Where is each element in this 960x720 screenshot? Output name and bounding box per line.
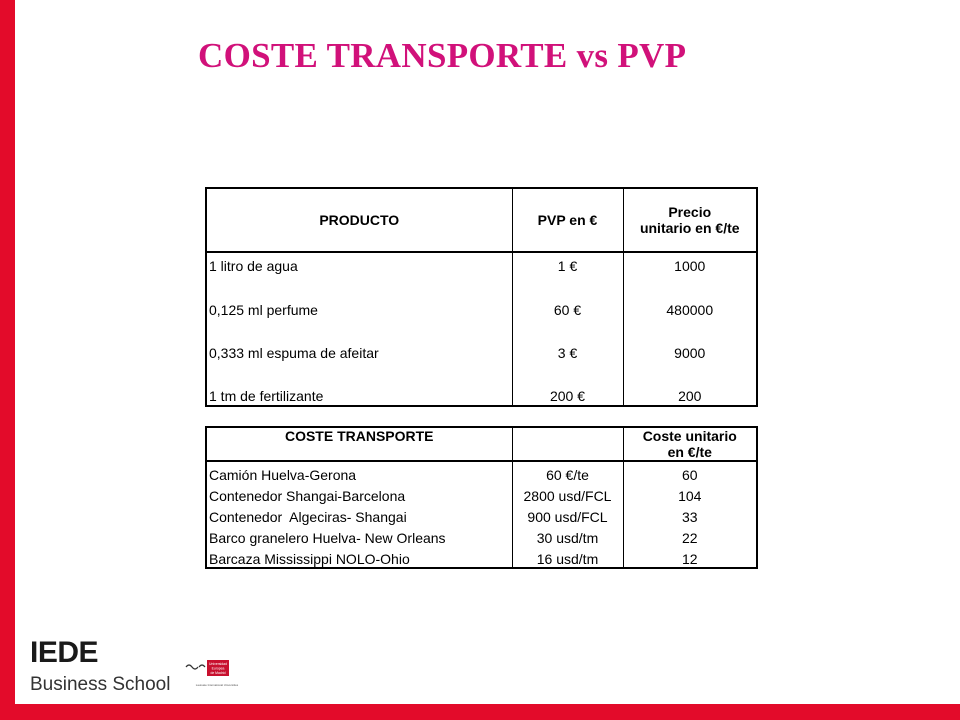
table-row [206, 252, 757, 276]
table-row [206, 525, 757, 546]
cell-unit: 60 [623, 461, 757, 483]
cell-product: 1 litro de agua [206, 252, 512, 276]
cell-product: 0,333 ml espuma de afeitar [206, 319, 512, 362]
table-row [206, 319, 757, 362]
table-row [206, 546, 757, 568]
cell-cost: 30 usd/tm [512, 525, 623, 546]
uem-logo-line2: Europea [211, 666, 225, 671]
cell-cost: 16 usd/tm [512, 546, 623, 568]
slide-title: COSTE TRANSPORTE vs PVP [198, 36, 687, 75]
table-row [206, 461, 757, 483]
products-header-row [206, 188, 757, 252]
transport-table [205, 426, 758, 569]
cell-route: Camión Huelva-Gerona [206, 461, 512, 483]
left-accent-bar [0, 0, 15, 720]
table-row [206, 362, 757, 406]
header-unit-price: Precio unitario en €/te [623, 188, 757, 252]
cell-price: 480000 [623, 276, 757, 319]
iede-logo-subtitle: Business School [30, 674, 171, 695]
cell-pvp: 1 € [512, 252, 623, 276]
cell-unit: 33 [623, 504, 757, 525]
cell-price: 1000 [623, 252, 757, 276]
iede-logo-text: IEDE [30, 636, 99, 669]
uem-logo-mark [186, 665, 205, 669]
cell-route: Barco granelero Huelva- New Orleans [206, 525, 512, 546]
cell-cost: 60 €/te [512, 461, 623, 483]
cell-price: 200 [623, 362, 757, 406]
cell-product: 1 tm de fertilizante [206, 362, 512, 406]
table-row [206, 504, 757, 525]
header-unit-cost: Coste unitario en €/te [623, 427, 757, 461]
cell-route: Barcaza Mississippi NOLO-Ohio [206, 546, 512, 568]
uem-logo-line1: Universidad [209, 662, 227, 666]
header-cost [512, 427, 623, 461]
header-product: PRODUCTO [206, 188, 512, 252]
cell-pvp: 3 € [512, 319, 623, 362]
cell-unit: 12 [623, 546, 757, 568]
cell-unit: 22 [623, 525, 757, 546]
header-transport: COSTE TRANSPORTE [206, 427, 512, 461]
cell-product: 0,125 ml perfume [206, 276, 512, 319]
header-pvp: PVP en € [512, 188, 623, 252]
cell-pvp: 60 € [512, 276, 623, 319]
cell-unit: 104 [623, 483, 757, 504]
table-row [206, 276, 757, 319]
cell-cost: 900 usd/FCL [512, 504, 623, 525]
uem-logo-tagline: Laureate International Universities [195, 683, 239, 687]
cell-pvp: 200 € [512, 362, 623, 406]
cell-route: Contenedor Shangai-Barcelona [206, 483, 512, 504]
bottom-accent-bar [0, 704, 960, 720]
transport-header-row [206, 427, 757, 461]
products-table [205, 187, 758, 407]
uem-logo [184, 656, 250, 692]
uem-logo-line3: de Madrid [210, 671, 226, 675]
cell-route: Contenedor Algeciras- Shangai [206, 504, 512, 525]
cell-price: 9000 [623, 319, 757, 362]
cell-cost: 2800 usd/FCL [512, 483, 623, 504]
table-row [206, 483, 757, 504]
